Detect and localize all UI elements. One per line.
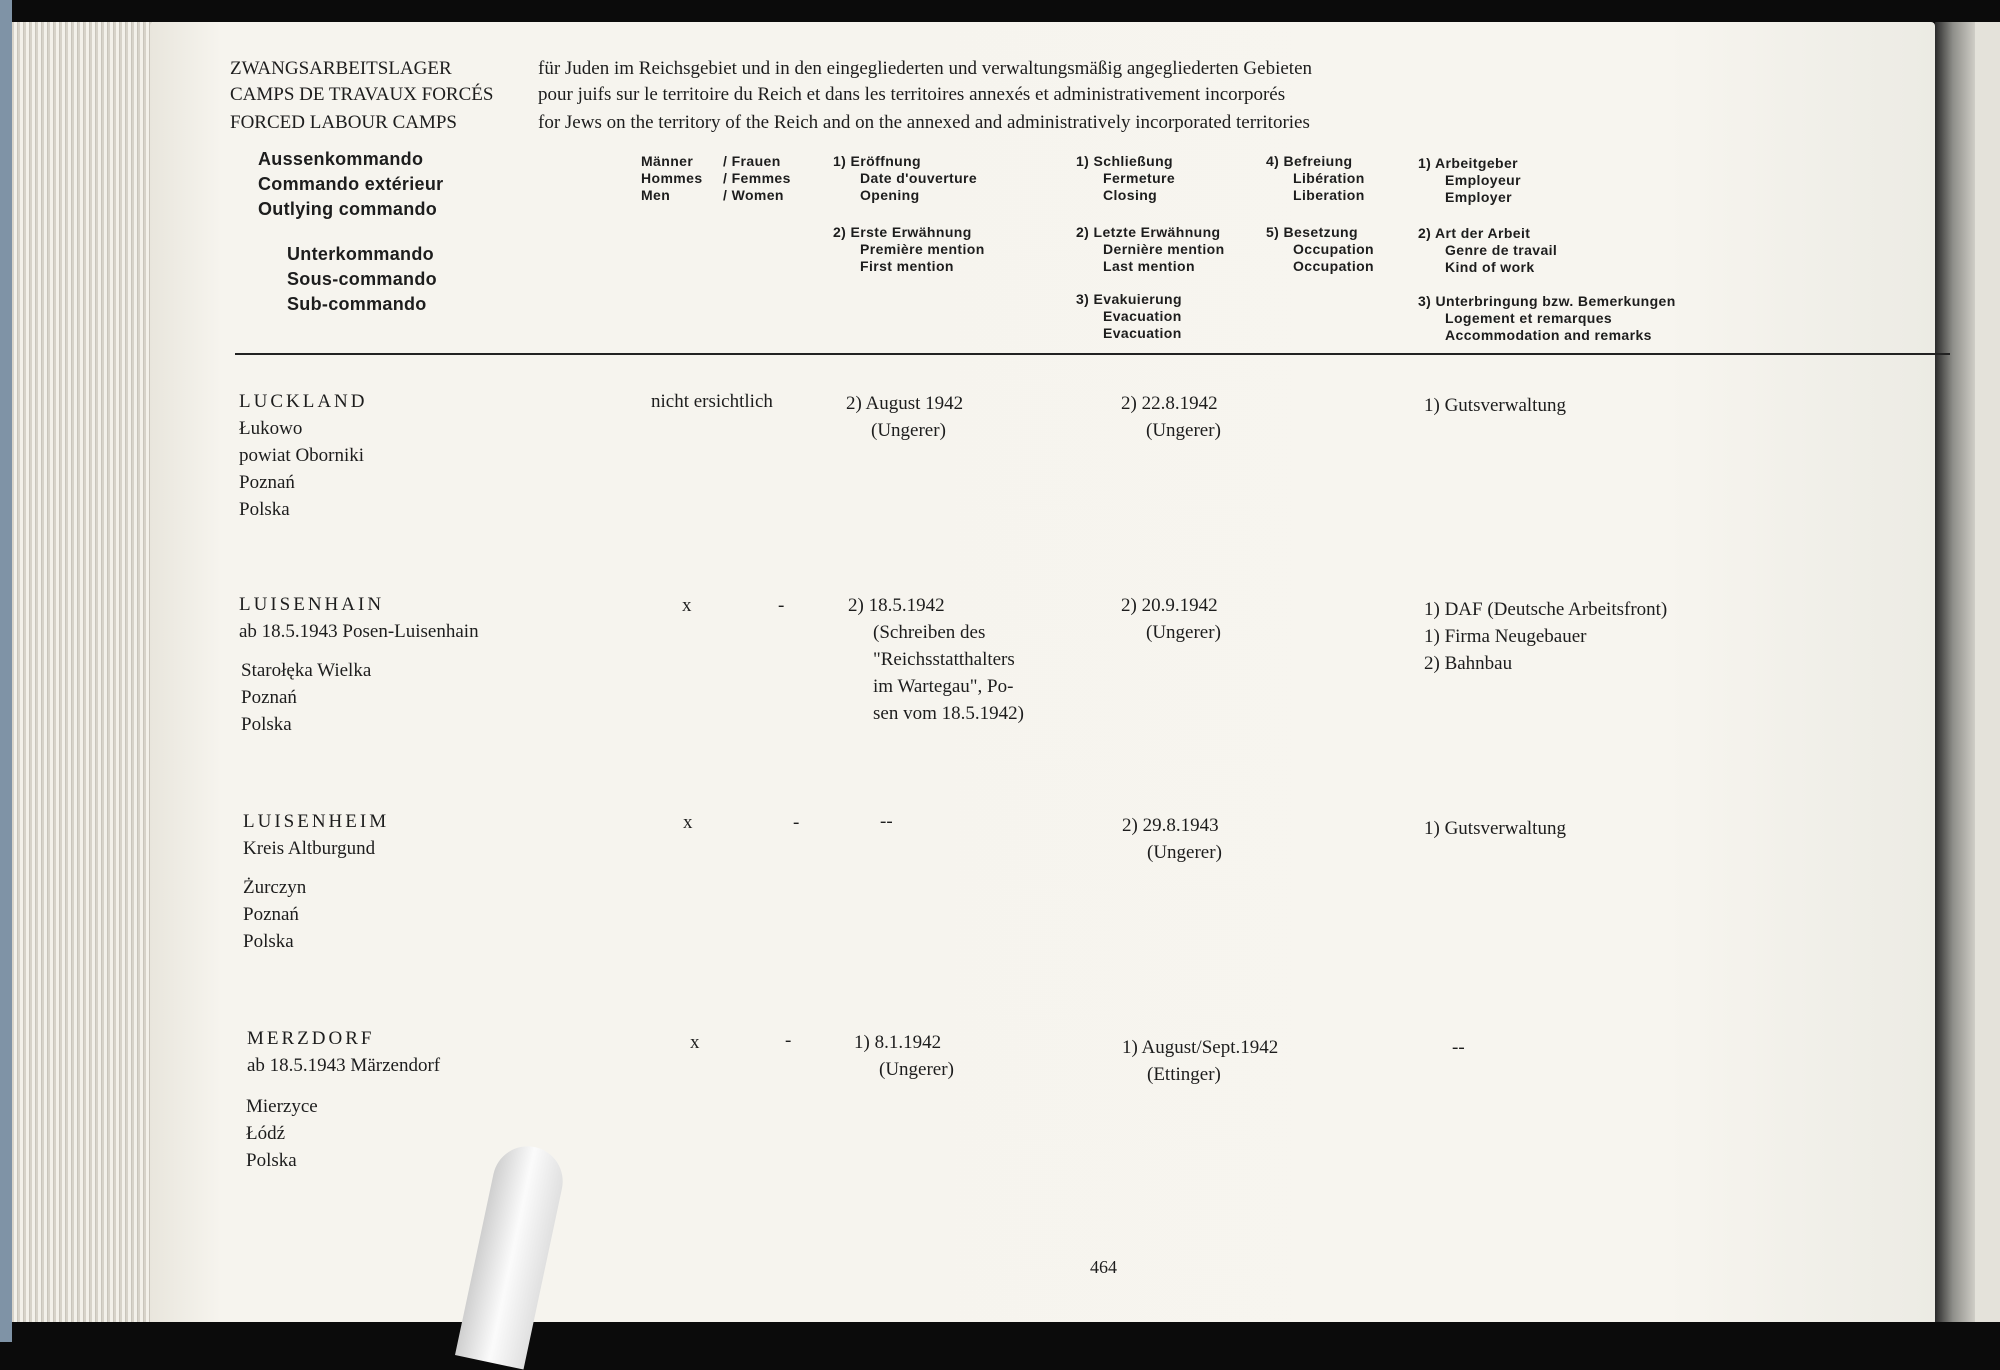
key-sub-commando: Unterkommando Sous-commando Sub-commando xyxy=(287,244,437,314)
header-desc-fr: pour juifs sur le territoire du Reich et dans les territoires annexés et administrativement incorporés xyxy=(538,84,1286,105)
entry-name-luckland: LUCKLAND Łukowo powiat Oborniki Poznań Polska xyxy=(239,391,368,520)
entry-men-luisenheim: x xyxy=(683,812,693,833)
entry-name-luisenheim: LUISENHEIM Kreis Altburgund xyxy=(243,811,390,859)
entry-closing-luckland: 2) 22.8.1942 (Ungerer) xyxy=(1121,393,1221,441)
book-binding xyxy=(0,0,12,1342)
entry-opening-luisenhain: 2) 18.5.1942 (Schreiben des "Reichsstatthalters im Wartegau", Po- sen vom 18.5.1942) xyxy=(848,595,1024,724)
header-desc-en: for Jews on the territory of the Reich and on the annexed and administratively incorporated territories xyxy=(538,112,1310,133)
entry-opening-merzdorf: 1) 8.1.1942 (Ungerer) xyxy=(854,1032,954,1080)
key-employer: 1) Arbeitgeber Employeur Employer xyxy=(1418,155,1521,205)
key-liberation: 4) Befreiung Libération Liberation xyxy=(1266,153,1365,203)
entry-employer-luisenhain: 1) DAF (Deutsche Arbeitsfront) 1) Firma Neugebauer 2) Bahnbau xyxy=(1424,599,1668,674)
entry-employer-luisenheim: 1) Gutsverwaltung xyxy=(1424,818,1566,839)
entry-men-merzdorf: x xyxy=(690,1032,700,1053)
key-closing: 1) Schließung Fermeture Closing xyxy=(1076,153,1176,203)
header-divider xyxy=(235,353,1950,355)
header-desc-de: für Juden im Reichsgebiet und in den eingegliederten und verwaltungsmäßig angegliederten Gebieten xyxy=(538,58,1313,79)
key-occupation: 5) Besetzung Occupation Occupation xyxy=(1266,224,1375,274)
key-evacuation: 3) Evakuierung Evacuation Evacuation xyxy=(1076,291,1182,341)
entry-prisoners-luckland: nicht ersichtlich xyxy=(651,391,773,412)
page-number: 464 xyxy=(1090,1257,1117,1277)
entry-location-merzdorf: Mierzyce Łódź Polska xyxy=(246,1096,318,1171)
entry-women-merzdorf: - xyxy=(785,1030,792,1051)
entry-opening-luckland: 2) August 1942 (Ungerer) xyxy=(846,393,964,441)
header-title-en: FORCED LABOUR CAMPS xyxy=(230,112,457,133)
facing-page-edge xyxy=(1975,22,2000,1322)
header-title-fr: CAMPS DE TRAVAUX FORCÉS xyxy=(230,84,494,105)
key-first-mention: 2) Erste Erwähnung Première mention First mention xyxy=(833,224,985,274)
book-gutter xyxy=(1935,22,1975,1322)
entry-women-luisenheim: - xyxy=(793,812,800,833)
entry-closing-merzdorf: 1) August/Sept.1942 (Ettinger) xyxy=(1122,1037,1279,1085)
entry-men-luisenhain: x xyxy=(682,595,692,616)
key-last-mention: 2) Letzte Erwähnung Dernière mention Last mention xyxy=(1076,224,1225,274)
entry-closing-luisenheim: 2) 29.8.1943 (Ungerer) xyxy=(1122,815,1222,863)
key-opening: 1) Eröffnung Date d'ouverture Opening xyxy=(833,153,978,203)
key-sex-men: Männer Hommes Men xyxy=(641,153,703,203)
header-title-de: ZWANGSARBEITSLAGER xyxy=(230,58,452,79)
entry-name-luisenhain: LUISENHAIN ab 18.5.1943 Posen-Luisenhain xyxy=(239,594,479,642)
entry-name-merzdorf: MERZDORF ab 18.5.1943 Märzendorf xyxy=(247,1028,441,1076)
entry-closing-luisenhain: 2) 20.9.1942 (Ungerer) xyxy=(1121,595,1221,643)
entry-opening-luisenheim: -- xyxy=(880,811,893,832)
key-kind-of-work: 2) Art der Arbeit Genre de travail Kind of work xyxy=(1418,225,1558,275)
entry-employer-luckland: 1) Gutsverwaltung xyxy=(1424,395,1566,416)
entry-women-luisenhain: - xyxy=(778,595,785,616)
entry-location-luisenheim: Żurczyn Poznań Polska xyxy=(243,877,307,952)
key-sex-women: / Frauen / Femmes / Women xyxy=(723,153,791,203)
entry-location-luisenhain: Starołęka Wielka Poznań Polska xyxy=(241,660,372,735)
key-outlying-commando: Aussenkommando Commando extérieur Outlying commando xyxy=(258,149,444,219)
key-accommodation: 3) Unterbringung bzw. Bemerkungen Logement et remarques Accommodation and remarks xyxy=(1418,293,1676,343)
entry-employer-merzdorf: -- xyxy=(1452,1037,1465,1058)
